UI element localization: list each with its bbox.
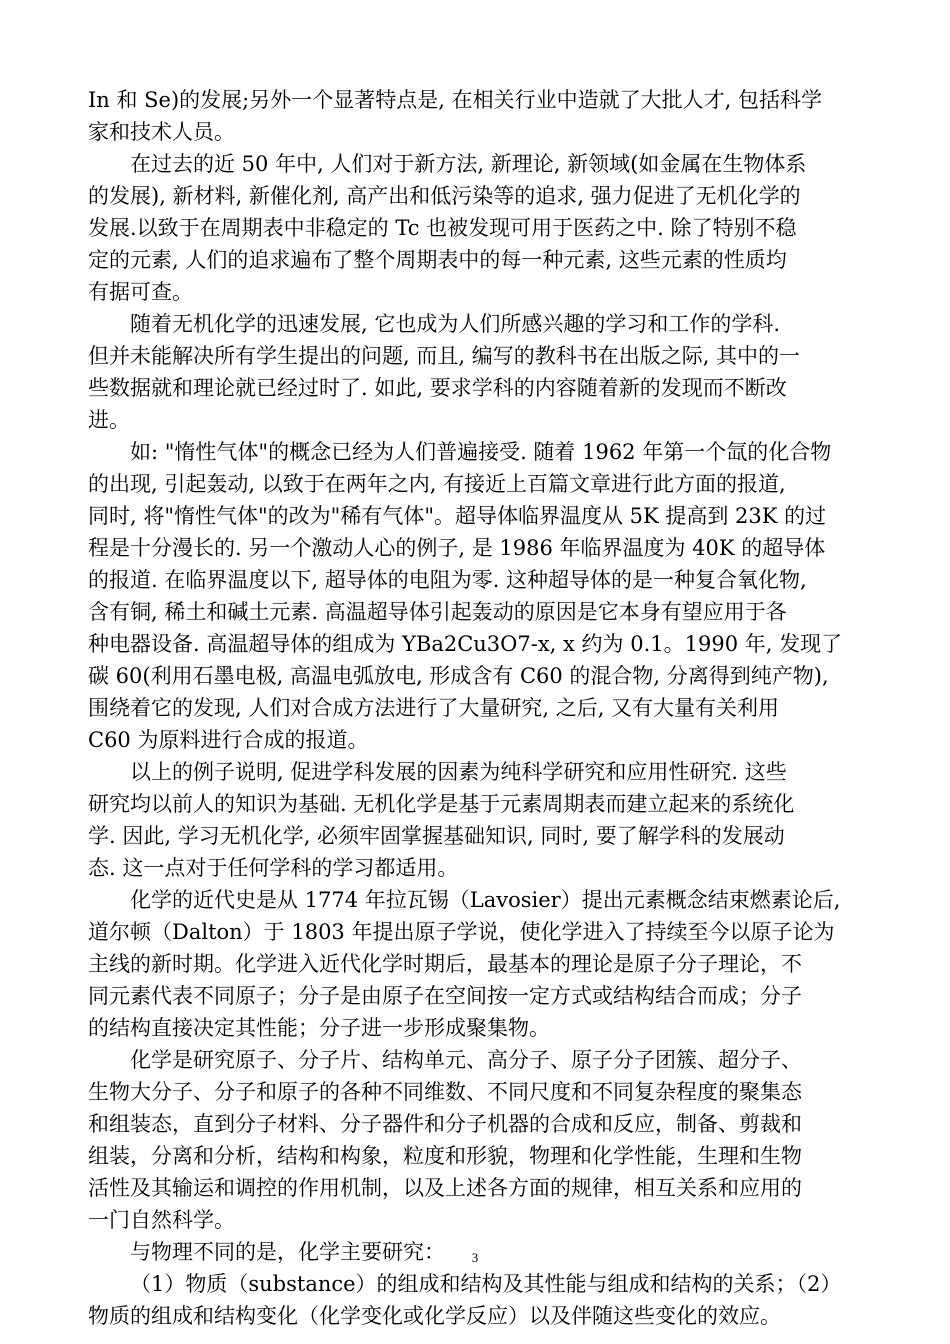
text-line: 在过去的近 50 年中, 人们对于新方法, 新理论, 新领域(如金属在生物体系: [130, 152, 807, 176]
text-line: 同元素代表不同原子；分子是由原子在空间按一定方式或结构结合而成；分子: [88, 984, 802, 1008]
text-line: 种电器设备. 高温超导体的组成为 YBa2Cu3O7-x, x 约为 0.1。1990 年, 发现了: [88, 632, 843, 656]
text-line: 主线的新时期。化学进入近代化学时期后，最基本的理论是原子分子理论，不: [88, 952, 802, 976]
text-line: 道尔顿（Dalton）于 1803 年提出原子学说，使化学进入了持续至今以原子论为: [88, 920, 835, 944]
text-line: 组装，分离和分析，结构和构象，粒度和形貌，物理和化学性能，生理和生物: [88, 1144, 802, 1168]
text-line: 的发展), 新材料, 新催化剂, 高产出和低污染等的追求, 强力促进了无机化学的: [88, 184, 801, 208]
text-line: In 和 Se)的发展;另外一个显著特点是, 在相关行业中造就了大批人才, 包括科学: [88, 88, 822, 112]
text-line: 围绕着它的发现, 人们对合成方法进行了大量研究, 之后, 又有大量有关利用: [88, 696, 780, 720]
text-line: 的出现, 引起轰动, 以致于在两年之内, 有接近上百篇文章进行此方面的报道,: [88, 472, 786, 496]
text-line: 与物理不同的是，化学主要研究：: [130, 1240, 445, 1264]
text-line: 化学是研究原子、分子片、结构单元、高分子、原子分子团簇、超分子、: [130, 1048, 802, 1072]
text-line: 的报道. 在临界温度以下, 超导体的电阻为零. 这种超导体的是一种复合氧化物,: [88, 568, 807, 592]
text-line: 物质的组成和结构变化（化学变化或化学反应）以及伴随这些变化的效应。: [88, 1304, 781, 1328]
text-line: 态. 这一点对于任何学科的学习都适用。: [88, 856, 459, 880]
text-line: 随着无机化学的迅速发展, 它也成为人们所感兴趣的学习和工作的学科.: [130, 312, 781, 336]
text-line: 研究均以前人的知识为基础. 无机化学是基于元素周期表而建立起来的系统化: [88, 792, 795, 816]
text-line: 但并未能解决所有学生提出的问题, 而且, 编写的教科书在出版之际, 其中的一: [88, 344, 801, 368]
page-number: 3: [471, 1250, 479, 1265]
text-line: 程是十分漫长的. 另一个激动人心的例子, 是 1986 年临界温度为 40K 的超导体: [88, 536, 826, 560]
text-line: 碳 60(利用石墨电极, 高温电弧放电, 形成含有 C60 的混合物, 分离得到纯产物),: [88, 664, 829, 688]
text-line: 些数据就和理论就已经过时了. 如此, 要求学科的内容随着新的发现而不断改: [88, 376, 787, 400]
text-line: 如: "惰性气体"的概念已经为人们普遍接受. 随着 1962 年第一个氙的化合物: [130, 440, 832, 464]
body-text: [88, 84, 872, 1332]
text-line: C60 为原料进行合成的报道。: [88, 728, 369, 752]
text-line: 生物大分子、分子和原子的各种不同维数、不同尺度和不同复杂程度的聚集态: [88, 1080, 802, 1104]
text-line: （1）物质（substance）的组成和结构及其性能与组成和结构的关系；（2）: [130, 1272, 842, 1296]
text-line: 家和技术人员。: [88, 120, 235, 144]
text-line: 和组装态，直到分子材料、分子器件和分子机器的合成和反应，制备、剪裁和: [88, 1112, 802, 1136]
text-line: 定的元素, 人们的追求遍布了整个周期表中的每一种元素, 这些元素的性质均: [88, 248, 787, 272]
text-line: 发展.以致于在周期表中非稳定的 Tc 也被发现可用于医药之中. 除了特别不稳: [88, 216, 797, 240]
text-line: 学. 因此, 学习无机化学, 必须牢固掌握基础知识, 同时, 要了解学科的发展动: [88, 824, 785, 848]
text-line: 进。: [88, 408, 130, 432]
text-line: 含有铜, 稀土和碱土元素. 高温超导体引起轰动的原因是它本身有望应用于各: [88, 600, 787, 624]
text-line: 以上的例子说明, 促进学科发展的因素为纯科学研究和应用性研究. 这些: [130, 760, 787, 784]
text-line: 同时, 将"惰性气体"的改为"稀有气体"。超导体临界温度从 5K 提高到 23K 的过: [88, 504, 827, 528]
text-line: 活性及其输运和调控的作用机制，以及上述各方面的规律，相互关系和应用的: [88, 1176, 802, 1200]
text-line: 化学的近代史是从 1774 年拉瓦锡（Lavosier）提出元素概念结束燃素论后,: [130, 888, 841, 912]
text-line: 的结构直接决定其性能；分子进一步形成聚集物。: [88, 1016, 550, 1040]
text-line: 一门自然科学。: [88, 1208, 235, 1232]
text-line: 有据可查。: [88, 280, 193, 304]
